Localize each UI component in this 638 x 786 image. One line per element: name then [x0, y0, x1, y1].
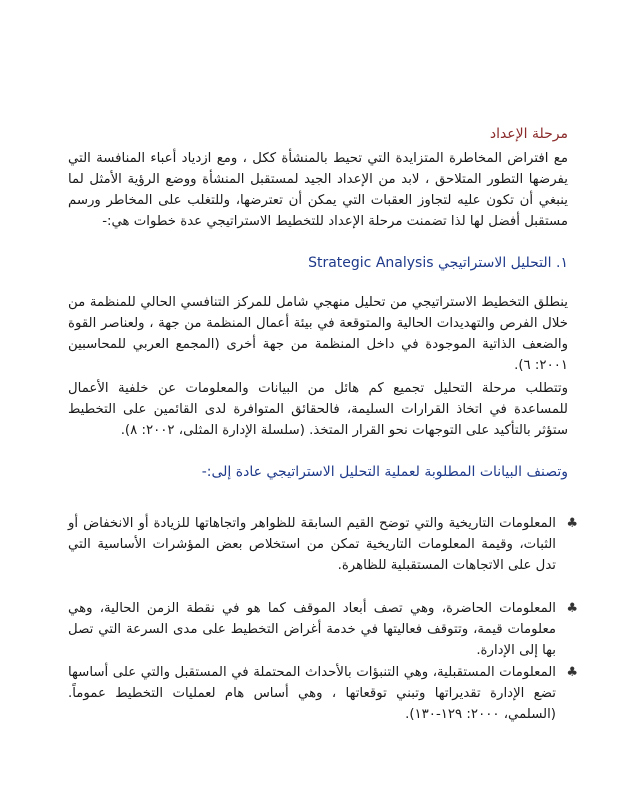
section-title-english: Strategic Analysis	[308, 255, 434, 271]
page-title: مرحلة الإعداد	[489, 126, 568, 142]
section-number: ١.	[556, 255, 568, 271]
club-bullet-icon: ♣	[566, 601, 578, 616]
bullet-text-future: المعلومات المستقبلية، وهي التنبؤات بالأحداث المحتملة في المستقبل والتي على أساسها تضع الإدارة تقديراتها وتبني توقعاتها ، وهي أساس هام لعمليات التخطيط عموماً. (السلمي، ٢٠٠٠: ١٢٩-١٣٠).	[68, 665, 556, 722]
club-bullet-icon: ♣	[566, 665, 578, 680]
analysis-paragraph-1: ينطلق التخطيط الاستراتيجي من تحليل منهجي شامل للمركز التنافسي الحالي للمنظمة من خلال الفرص والتهديدات الحالية والمتوقعة في بيئة أعمال المنظمة من جهة ، ولعناصر القوة والضعف الذاتية الموجودة في داخل المنظمة من جهة أخرى (المجمع العربي للمحاسبين ٢٠٠١: ٦).	[68, 295, 568, 373]
classification-heading: وتصنف البيانات المطلوبة لعملية التحليل الاستراتيجي عادة إلى:-	[201, 464, 568, 480]
intro-paragraph: مع افتراض المخاطرة المتزايدة التي تحيط بالمنشأة ككل ، ومع ازدياد أعباء المنافسة التي يفرضها التطور المتلاحق ، لابد من الإعداد الجيد لمستقبل المنشأة ووضع الرؤية الأمثل لما ينبغي أن تكون عليه لتجاوز العقبات التي يمكن أن تعترضها، وللتغلب على المخاطر ورسم مستقبل أفضل لها لذا تضمنت مرحلة الإعداد للتخطيط الاستراتيجي عدة خطوات هي:-	[68, 151, 568, 229]
bullet-item	[68, 513, 578, 576]
bullet-item	[68, 662, 578, 725]
analysis-paragraph-2: وتتطلب مرحلة التحليل تجميع كم هائل من البيانات والمعلومات عن خلفية الأعمال للمساعدة في اتخاذ القرارات السليمة، فالحقائق المتوافرة لدى القائمين على التخطيط ستؤثر بالتأكيد على التوجهات نحو القرار المتخذ. (سلسلة الإدارة المثلى، ٢٠٠٢: ٨).	[68, 381, 568, 438]
section-heading-strategic-analysis	[68, 253, 568, 274]
bullet-text-historical: المعلومات التاريخية والتي توضح القيم السابقة للظواهر واتجاهاتها للزيادة أو الانخفاض أو الثبات، وقيمة المعلومات التاريخية تمكن من استخلاص بعض المؤشرات الأساسية التي تدل على الاتجاهات المستقبلية للظاهرة.	[68, 516, 556, 573]
club-bullet-icon: ♣	[566, 516, 578, 531]
bullet-text-present: المعلومات الحاضرة، وهي تصف أبعاد الموقف كما هو في نقطة الزمن الحالية، وهي معلومات قيمة، وتتوقف فعاليتها في خدمة أغراض التخطيط على مدى السرعة التي تصل بها إلى الإدارة.	[68, 601, 556, 658]
bullet-item	[68, 598, 578, 661]
section-title-arabic: التحليل الاستراتيجي	[437, 255, 552, 271]
